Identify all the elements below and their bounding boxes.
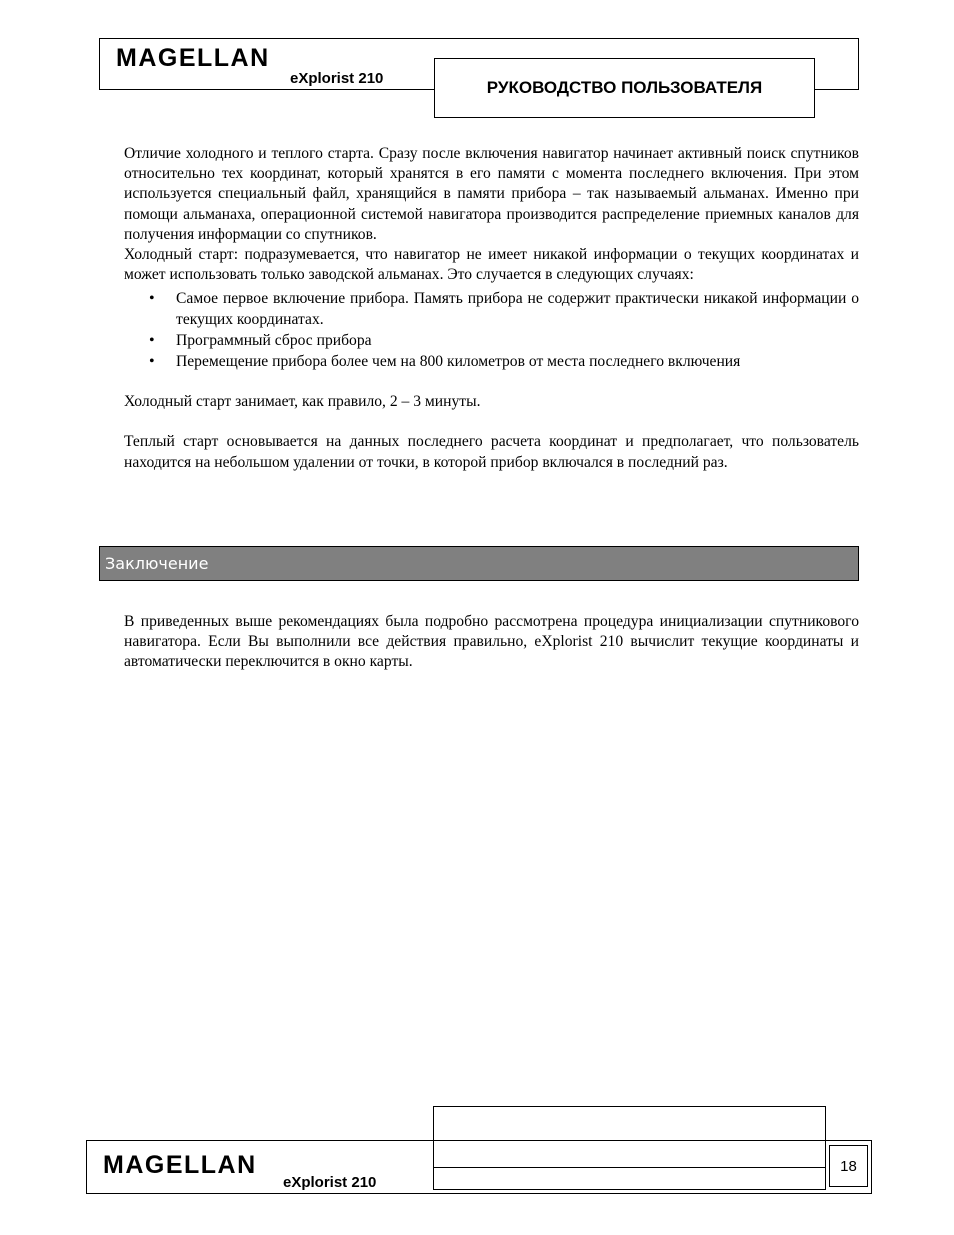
paragraph-warm-start: Теплый старт основывается на данных последнего расчета координат и предполагает, что пользователь находится на небольшом удалении от точки, в которой прибор включался в последний раз. xyxy=(124,433,859,471)
list-item: • Перемещение прибора более чем на 800 километров от места последнего включения xyxy=(176,352,859,372)
section-heading-bar xyxy=(99,546,859,581)
paragraph-cold-warm-difference: Отличие холодного и теплого старта. Сразу после включения навигатор начинает активный поиск спутников относительно тех координат, который хранятся в его памяти с момента последнего включения. При этом используется специальный файл, хранящийся в памяти прибора – так называемый альманах. Именно при помощи альманаха, операционной системой навигатора производится распределение приемных каналов для получения информации со спутников. xyxy=(124,145,859,243)
section-heading: Заключение xyxy=(105,554,209,573)
page-number: 18 xyxy=(840,1157,857,1175)
list-item: • Самое первое включение прибора. Память прибора не содержит практически никакой информации о текущих координатах. xyxy=(176,289,859,329)
paragraph-conclusion: В приведенных выше рекомендациях была подробно рассмотрена процедура инициализации спутникового навигатора. Если Вы выполнили все действия правильно, eXplorist 210 вычислит текущие координаты и автоматически переключится в окно карты. xyxy=(124,613,859,671)
body-content xyxy=(124,144,859,473)
list-item: • Программный сброс прибора xyxy=(176,331,859,351)
cold-start-cases-list xyxy=(124,289,859,372)
header-model: eXplorist 210 xyxy=(290,70,384,87)
page-number-box xyxy=(829,1145,868,1187)
footer-model: eXplorist 210 xyxy=(283,1174,377,1191)
paragraph-cold-start: Холодный старт: подразумевается, что навигатор не имеет никакой информации о текущих координатах и может использовать только заводской альманах. Это случается в следующих случаях: xyxy=(124,246,859,284)
header-brand: MAGELLAN xyxy=(116,44,270,72)
header-title: РУКОВОДСТВО ПОЛЬЗОВАТЕЛЯ xyxy=(486,78,763,97)
footer-brand: MAGELLAN xyxy=(103,1151,257,1179)
paragraph-cold-start-duration: Холодный старт занимает, как правило, 2 – 3 минуты. xyxy=(124,393,481,411)
header-title-box xyxy=(434,58,815,118)
conclusion-content xyxy=(124,612,859,673)
footer-lower-box xyxy=(433,1167,826,1190)
